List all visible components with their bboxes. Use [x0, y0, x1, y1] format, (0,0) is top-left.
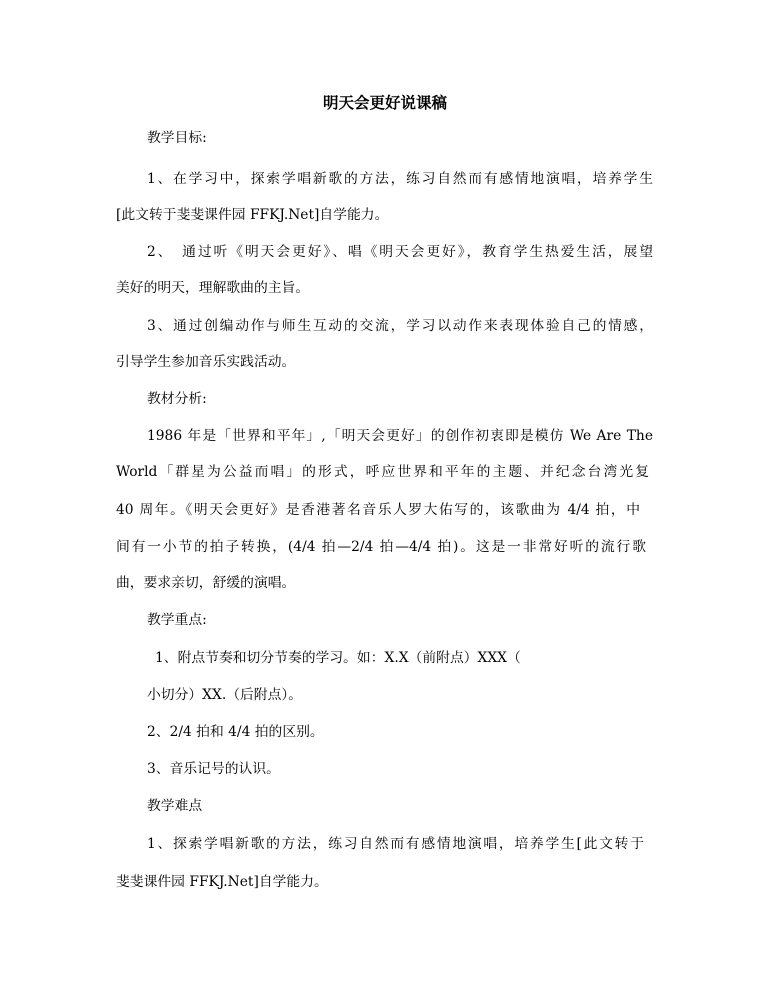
paragraph-line: 1、探索学唱新歌的方法，练习自然而有感情地演唱，培养学生[此文转于 — [147, 836, 644, 852]
paragraph-line: 40 周年。《明天会更好》是香港著名音乐人罗大佑写的，该歌曲为 4/4 拍，中 — [116, 502, 640, 518]
paragraph-line: 斐斐课件园 FFKJ.Net]自学能力。 — [116, 874, 328, 890]
paragraph-line: World「群星为公益而唱」的形式，呼应世界和平年的主题、并纪念台湾光复 — [116, 464, 649, 480]
paragraph-line: 小切分）XX.（后附点）。 — [147, 687, 303, 703]
paragraph-line: 2、 通过听《明天会更好》、唱《明天会更好》，教育学生热爱生活，展望 — [147, 244, 653, 260]
paragraph-line: 3、音乐记号的认识。 — [147, 761, 280, 777]
paragraph-line: [此文转于斐斐课件园 FFKJ.Net]自学能力。 — [116, 207, 389, 223]
paragraph-line: 间有一小节的拍子转换，(4/4 拍—2/4 拍—4/4 拍)。这是一非常好听的流行歌 — [116, 539, 646, 555]
paragraph-line: 1、附点节奏和切分节奏的学习。如：X.X（前附点）XXX（ — [155, 650, 521, 666]
paragraph-line: 2、2/4 拍和 4/4 拍的区别。 — [147, 724, 324, 740]
document-title: 明天会更好说课稿 — [322, 93, 447, 112]
heading-teaching-focus: 教学重点: — [147, 612, 207, 628]
heading-teaching-difficulty: 教学难点 — [147, 798, 203, 814]
paragraph-line: 引导学生参加音乐实践活动。 — [116, 354, 296, 370]
paragraph-line: 美好的明天，理解歌曲的主旨。 — [116, 280, 310, 296]
heading-material-analysis: 教材分析: — [147, 391, 207, 407]
paragraph-line: 1986 年是「世界和平年」,「明天会更好」的创作初衷即是模仿 We Are The — [147, 428, 653, 444]
heading-teaching-goals: 教学目标: — [147, 130, 207, 146]
paragraph-line: 3、通过创编动作与师生互动的交流，学习以动作来表现体验自己的情感， — [147, 318, 653, 334]
paragraph-line: 曲，要求亲切，舒缓的演唱。 — [116, 575, 296, 591]
paragraph-line: 1、在学习中，探索学唱新歌的方法，练习自然而有感情地演唱，培养学生 — [147, 171, 653, 187]
